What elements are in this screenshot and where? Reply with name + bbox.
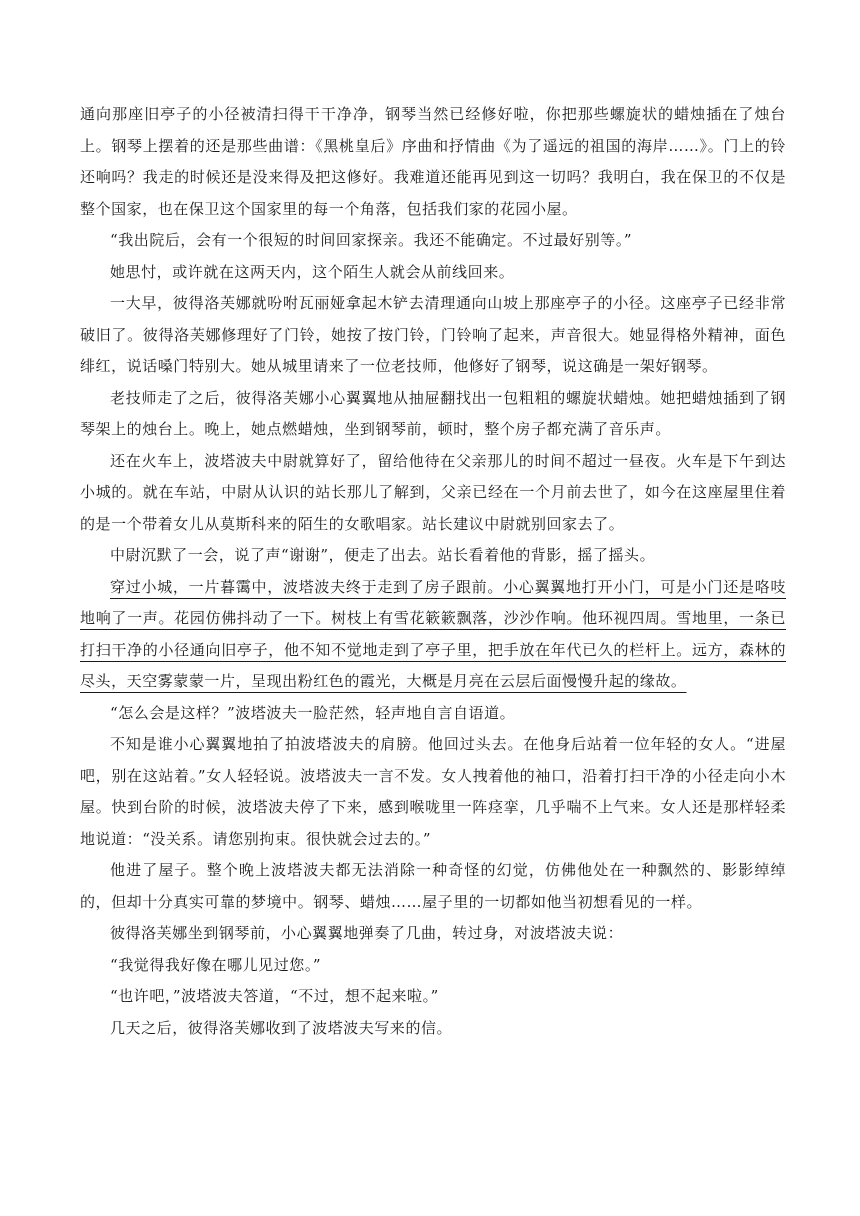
paragraph bbox=[80, 950, 786, 982]
paragraph bbox=[80, 855, 786, 918]
paragraph-text: “我出院后，会有一个很短的时间回家探亲。我还不能确定。不过最好别等。” bbox=[110, 231, 633, 249]
paragraph bbox=[80, 99, 786, 225]
paragraph-text: 还在火车上，波塔波夫中尉就算好了，留给他待在父亲那儿的时间不超过一昼夜。火车是下午到达小城的。就在车站，中尉从认识的站长那儿了解到，父亲已经在一个月前去世了，如今在这座屋里住着的是一个带着女儿从莫斯科来的陌生的女歌唱家。站长建议中尉就别回家去了。 bbox=[80, 451, 786, 533]
paragraph-text: 老技师走了之后，彼得洛芙娜小心翼翼地从抽屉翻找出一包粗粗的螺旋状蜡烛。她把蜡烛插到了钢琴架上的烛台上。晚上，她点燃蜡烛，坐到钢琴前，顿时，整个房子都充满了音乐声。 bbox=[80, 388, 786, 438]
paragraph bbox=[80, 288, 786, 383]
paragraph bbox=[80, 257, 786, 289]
paragraph bbox=[80, 225, 786, 257]
paragraph-text: 通向那座旧亭子的小径被清扫得干干净净，钢琴当然已经修好啦，你把那些螺旋状的蜡烛插在了烛台上。钢琴上摆着的还是那些曲谱：《黑桃皇后》序曲和抒情曲《为了遥远的祖国的海岸……》。门上的铃还响吗？我走的时候还是没来得及把这修好。我难道还能再见到这一切吗？我明白，我在保卫的不仅是整个国家，也在保卫这个国家里的每一个角落，包括我们家的花园小屋。 bbox=[80, 105, 786, 218]
paragraph-text: 他进了屋子。整个晚上波塔波夫都无法消除一种奇怪的幻觉，仿佛他处在一种飘然的、影影绰绰的，但却十分真实可靠的梦境中。钢琴、蜡烛……屋子里的一切都如他当初想看见的一样。 bbox=[80, 861, 786, 911]
paragraph bbox=[80, 698, 786, 730]
document-page bbox=[80, 99, 786, 1044]
paragraph-text: 彼得洛芙娜坐到钢琴前，小心翼翼地弹奏了几曲，转过身，对波塔波夫说： bbox=[110, 924, 624, 942]
paragraph bbox=[80, 729, 786, 855]
paragraph-text: “也许吧，”波塔波夫答道，“不过，想不起来啦。” bbox=[110, 987, 439, 1005]
underlined-passage: 穿过小城，一片暮霭中，波塔波夫终于走到了房子跟前。小心翼翼地打开小门，可是小门还是咯吱地响了一声。花园仿佛抖动了一下。树枝上有雪花簌簌飘落，沙沙作响。他环视四周。雪地里，一条已打扫干净的小径通向旧亭子，他不知不觉地走到了亭子里，把手放在年代已久的栏杆上。远方，森林的尽头，天空雾蒙蒙一片，呈现出粉红色的霞光，大概是月亮在云层后面慢慢升起的缘故。 bbox=[80, 577, 786, 690]
paragraph bbox=[80, 918, 786, 950]
paragraph-text: 中尉沉默了一会，说了声“谢谢”，便走了出去。站长看着他的背影，摇了摇头。 bbox=[110, 546, 656, 564]
paragraph bbox=[80, 446, 786, 541]
paragraph bbox=[80, 383, 786, 446]
paragraph-text: “怎么会是这样？”波塔波夫一脸茫然，轻声地自言自语道。 bbox=[110, 703, 516, 722]
paragraph-text: 她思忖，或许就在这两天内，这个陌生人就会从前线回来。 bbox=[110, 262, 515, 281]
underlined-paragraph bbox=[80, 572, 786, 698]
paragraph bbox=[80, 981, 786, 1013]
paragraph-text: 不知是谁小心翼翼地拍了拍波塔波夫的肩膀。他回过头去。在他身后站着一位年轻的女人。“进屋吧，别在这站着。”女人轻轻说。波塔波夫一言不发。女人拽着他的袖口，沿着打扫干净的小径走向小木屋。快到台阶的时候，波塔波夫停了下来，感到喉咙里一阵痉挛，几乎喘不上气来。女人还是那样轻柔地说道：“没关系。请您别拘束。很快就会过去的。” bbox=[80, 735, 786, 848]
paragraph bbox=[80, 540, 786, 572]
paragraph-text: 几天之后，彼得洛芙娜收到了波塔波夫写来的信。 bbox=[110, 1018, 453, 1037]
paragraph-text: “我觉得我好像在哪儿见过您。” bbox=[110, 955, 322, 974]
paragraph bbox=[80, 1013, 786, 1045]
paragraph-text: 一大早，彼得洛芙娜就吩咐瓦丽娅拿起木铲去清理通向山坡上那座亭子的小径。这座亭子已经非常破旧了。彼得洛芙娜修理好了门铃，她按了按门铃，门铃响了起来，声音很大。她显得格外精神，面色绯红，说话嗓门特别大。她从城里请来了一位老技师，他修好了钢琴，说这确是一架好钢琴。 bbox=[80, 294, 786, 375]
